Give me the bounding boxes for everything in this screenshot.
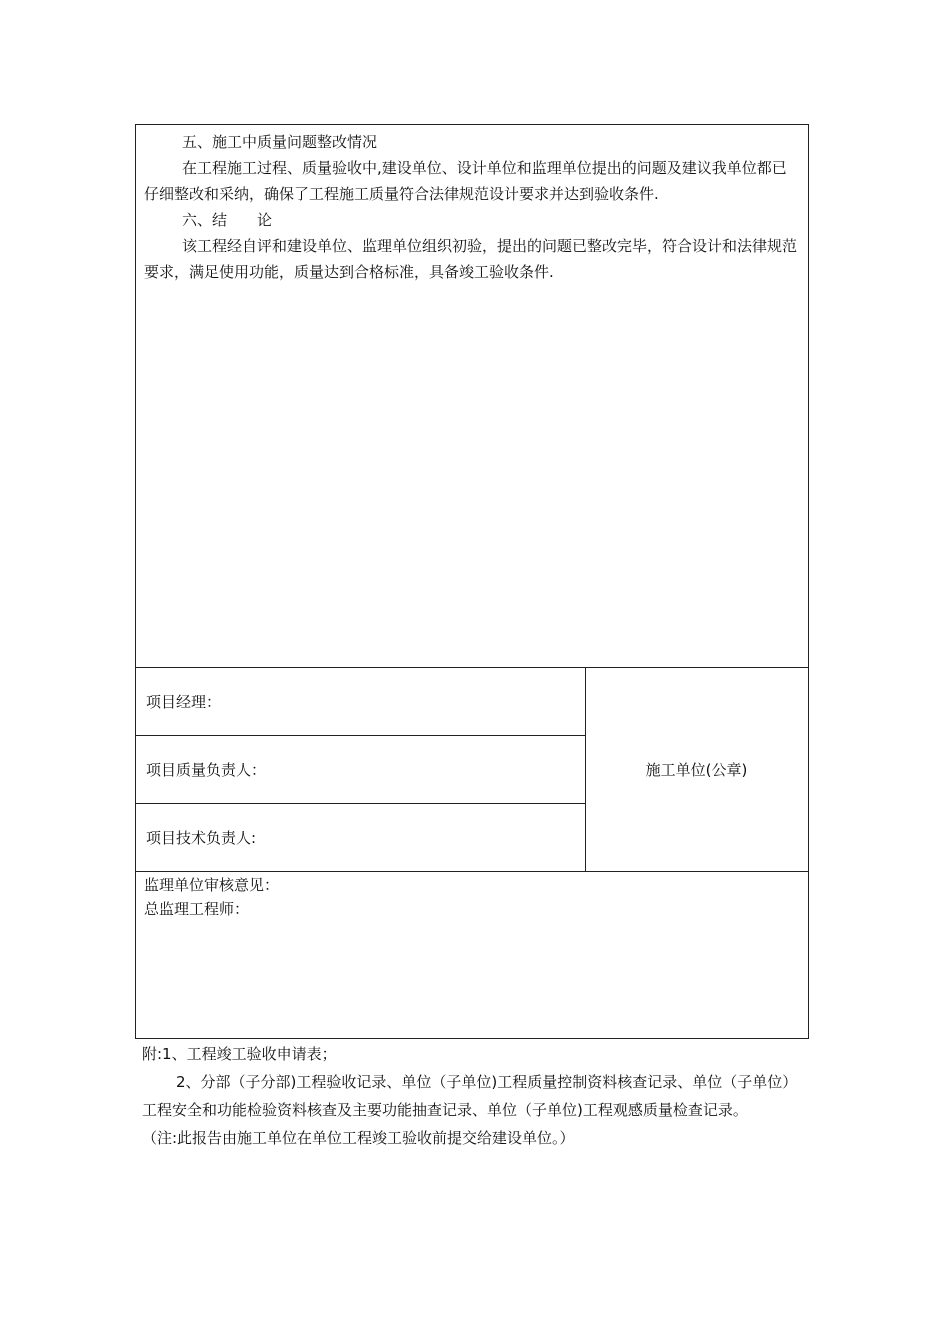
section6-body: 该工程经自评和建设单位、监理单位组织初验，提出的问题已整改完毕，符合设计和法律规范要求，满足使用功能，质量达到合格标准，具备竣工验收条件. — [144, 237, 798, 281]
divider — [136, 803, 585, 804]
attachment-1: 附:1、工程竣工验收申请表； — [142, 1045, 337, 1063]
report-table — [135, 124, 809, 1039]
section5-body: 在工程施工过程、质量验收中,建设单位、设计单位和监理单位提出的问题及建议我单位都已仔细整改和采纳，确保了工程施工质量符合法律规范设计要求并达到验收条件. — [144, 159, 787, 203]
quality-lead-label: 项目质量负责人： — [146, 761, 267, 779]
project-manager-label: 项目经理： — [146, 693, 222, 711]
footnotes — [142, 1040, 810, 1152]
divider — [136, 735, 585, 736]
section6-heading: 六、结 论 — [182, 211, 273, 229]
supervision-opinion-label: 监理单位审核意见： — [144, 876, 280, 894]
section5-heading: 五、施工中质量问题整改情况 — [182, 133, 378, 151]
submission-remark: （注:此报告由施工单位在单位工程竣工验收前提交给建设单位。） — [142, 1129, 575, 1147]
attachment-2: 2、分部（子分部)工程验收记录、单位（子单位)工程质量控制资料核查记录、单位（子单位）工程安全和功能检验资料核查及主要功能抽查记录、单位（子单位)工程观感质量检查记录。 — [142, 1073, 798, 1119]
supervision-cell — [144, 873, 279, 921]
contractor-stamp-cell — [585, 667, 808, 871]
divider — [136, 871, 808, 872]
technical-lead-label: 项目技术负责人: — [146, 829, 257, 847]
contractor-stamp-label: 施工单位(公章) — [645, 760, 748, 779]
report-body-cell — [136, 125, 808, 667]
chief-engineer-label: 总监理工程师： — [144, 900, 250, 918]
